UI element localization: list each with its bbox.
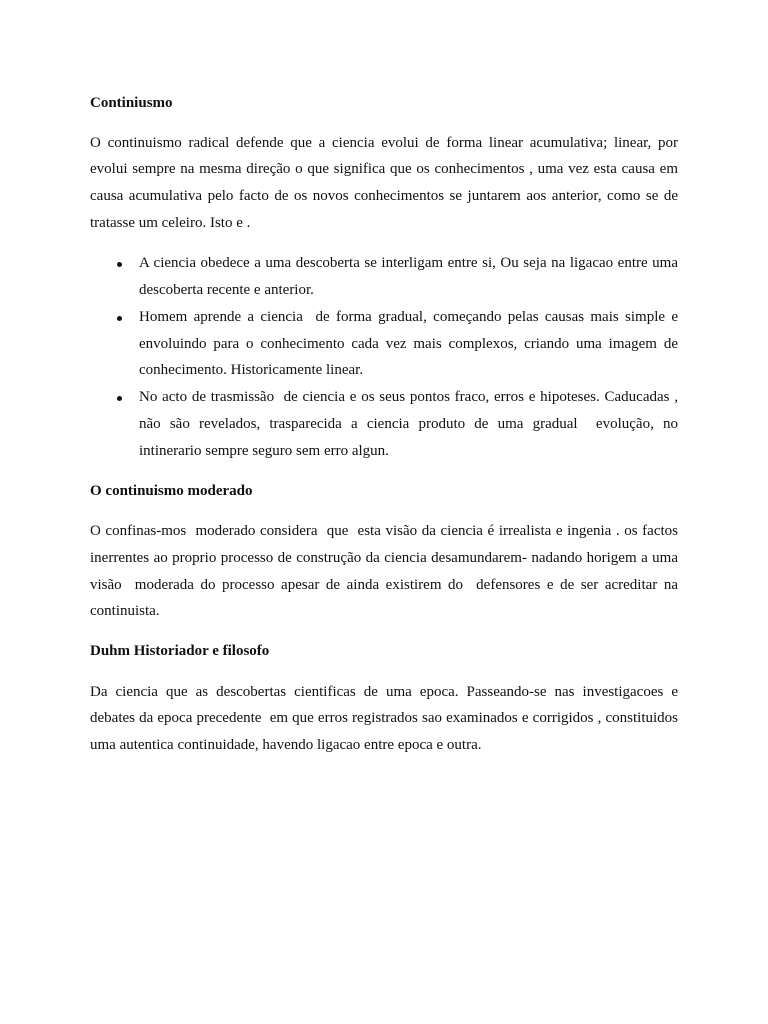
section-heading-continiusmo: Continiusmo [90,94,173,111]
bullet-icon [117,316,122,321]
bullet-line: Homem aprende a ciencia de forma gradual, começando pelas causas mais simple e [139,308,678,325]
paragraph-line: visão moderada do processo apesar de ainda existirem do defensores e de ser acreditar na [90,576,678,593]
paragraph-line: debates da epoca precedente em que erros registrados sao examinados e corrigidos , constituidos [90,710,678,727]
paragraph-line: O continuismo radical defende que a ciencia evolui de forma linear acumulativa; linear, por [90,134,678,151]
document-body [90,90,678,773]
paragraph-line: causa acumulativa pelo facto de os novos conhecimentos se juntarem aos anterior, como se de [90,188,678,205]
bullet-icon [117,396,122,401]
paragraph-continuismo-radical [90,130,678,237]
bullet-line: intinerario sempre seguro sem erro algun. [139,442,389,459]
bullet-line: não são revelados, trasparecida a ciencia produto de uma gradual evolução, no [139,415,678,432]
bullet-item [90,250,678,304]
paragraph-duhm [90,679,678,759]
paragraph-line: inerrentes ao proprio processo de construção da ciencia desamundarem- nadando horigem a uma [90,549,678,566]
paragraph-line: continuista. [90,603,160,620]
paragraph-line: O confinas-mos moderado considera que esta visão da ciencia é irrealista e ingenia . os factos [90,522,678,539]
bullet-line: envoluindo para o conhecimento cada vez mais complexos, criando uma imagem de [139,335,678,352]
bullet-line: No acto de trasmissão de ciencia e os seus pontos fraco, erros e hipoteses. Caducadas , [139,389,678,406]
bullet-icon [117,262,122,267]
bullet-item [90,384,678,464]
paragraph-line: uma autentica continuidade, havendo ligacao entre epoca e outra. [90,737,482,754]
bullet-line: descoberta recente e anterior. [139,281,314,298]
paragraph-continuismo-moderado [90,518,678,625]
section-heading-duhm: Duhm Historiador e filosofo [90,643,270,660]
paragraph-line: tratasse um celeiro. Isto e . [90,215,251,232]
bullet-list [90,250,678,464]
section-heading-continuismo-moderado: O continuismo moderado [90,482,253,499]
bullet-line: A ciencia obedece a uma descoberta se interligam entre si, Ou seja na ligacao entre uma [139,255,678,272]
bullet-line: conhecimento. Historicamente linear. [139,362,364,379]
paragraph-line: evolui sempre na mesma direção o que significa que os conhecimentos , uma vez esta causa em [90,161,678,178]
bullet-item [90,304,678,384]
paragraph-line: Da ciencia que as descobertas cientificas de uma epoca. Passeando-se nas investigacoes e [90,683,678,700]
